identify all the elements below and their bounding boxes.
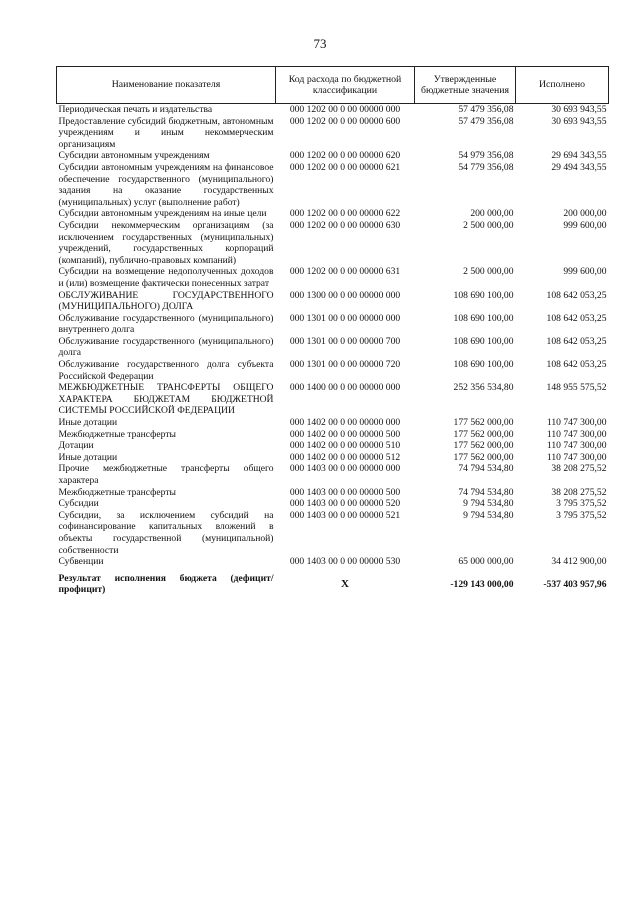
row-executed: 3 795 375,52 [556, 509, 607, 521]
row-approved: 108 690 100,00 [453, 312, 514, 324]
row-name: Обслуживание государственного (муниципального) долга [58, 335, 274, 359]
row-code: 000 1403 00 0 00 00000 530 [289, 556, 401, 568]
row-name: Субсидии автономным учреждениям на иные цели [58, 208, 267, 220]
row-executed: 30 693 943,55 [551, 104, 607, 115]
row-code: 000 1402 00 0 00 00000 512 [289, 451, 401, 463]
row-executed: 108 642 053,25 [546, 312, 607, 324]
row-name: Периодическая печать и издательства [58, 104, 213, 115]
row-name: Межбюджетные трансферты [58, 428, 176, 440]
row-code: 000 1403 00 0 00 00000 521 [289, 509, 401, 521]
table-row [57, 429, 609, 441]
row-name: Межбюджетные трансферты [58, 486, 176, 498]
table-row [57, 498, 609, 510]
row-executed: 108 642 053,25 [546, 335, 607, 347]
table-row [57, 487, 609, 499]
row-approved: 9 794 534,80 [463, 498, 514, 510]
table-row [57, 463, 609, 486]
row-name: Обслуживание государственного (муниципального) внутреннего долга [58, 312, 274, 336]
row-approved: 2 500 000,00 [463, 219, 514, 231]
row-code: 000 1202 00 0 00 00000 000 [289, 104, 401, 115]
row-executed: 34 412 900,00 [551, 556, 607, 568]
row-approved: 108 690 100,00 [453, 335, 514, 347]
row-approved: 9 794 534,80 [463, 509, 514, 521]
row-name: Прочие межбюджетные трансферты общего характера [58, 463, 274, 486]
row-approved: 54 779 356,08 [458, 161, 514, 173]
row-code: 000 1403 00 0 00 00000 000 [289, 463, 401, 475]
row-code: 000 1202 00 0 00 00000 621 [289, 161, 401, 173]
row-executed: 30 693 943,55 [551, 115, 607, 127]
row-approved: 2 500 000,00 [463, 266, 514, 278]
budget-table [56, 66, 609, 596]
row-name: Субсидии на возмещение недополученных доходов и (или) возмещение фактически понесенных затрат [58, 266, 274, 289]
row-executed: 108 642 053,25 [546, 359, 607, 371]
row-name: Иные дотации [58, 451, 118, 463]
row-name: Иные дотации [58, 417, 118, 429]
row-name: Субвенции [58, 556, 104, 568]
row-name: Субсидии некоммерческим организациям (за исключением государственных (муниципальных) учреждений, государственных корпораций (компаний), публично-правовых компаний) [58, 219, 274, 266]
row-executed: 38 208 275,52 [551, 486, 607, 498]
row-code: 000 1301 00 0 00 00000 000 [289, 312, 401, 324]
row-code: 000 1202 00 0 00 00000 600 [289, 115, 401, 127]
row-approved: 74 794 534,80 [458, 486, 514, 498]
table-row [57, 417, 609, 429]
page-number: 73 [313, 36, 327, 51]
table-row [57, 336, 609, 359]
table-row [57, 440, 609, 452]
row-executed: 110 747 300,00 [546, 440, 607, 452]
row-approved: 57 479 356,08 [458, 115, 514, 127]
result-name: Результат исполнения бюджета (дефицит/профицит) [58, 572, 274, 596]
table-row [57, 510, 609, 556]
row-code: 000 1403 00 0 00 00000 500 [289, 486, 401, 498]
row-code: 000 1402 00 0 00 00000 510 [289, 440, 401, 452]
row-approved: 108 690 100,00 [453, 289, 514, 301]
header-approved: Утвержденные бюджетные значения [415, 67, 516, 104]
row-code: 000 1403 00 0 00 00000 520 [289, 498, 401, 510]
row-approved: 108 690 100,00 [453, 359, 514, 371]
row-approved: 74 794 534,80 [458, 463, 514, 475]
header-code: Код расхода по бюджетной классификации [276, 67, 415, 104]
row-executed: 3 795 375,52 [556, 498, 607, 510]
header-name: Наименование показателя [57, 67, 276, 104]
row-name: Субсидии автономным учреждениям на финансовое обеспечение государственного (муниципального) задания на оказание государственных (муниципальных) услуг (выполнение работ) [58, 161, 274, 208]
header-executed: Исполнено [516, 67, 609, 104]
row-code: 000 1202 00 0 00 00000 631 [289, 266, 401, 278]
table-row [57, 208, 609, 220]
table-row [57, 290, 609, 313]
table-row [57, 220, 609, 266]
table-row [57, 162, 609, 208]
row-name: Субсидии автономным учреждениям [58, 150, 210, 162]
row-approved: 252 356 534,80 [453, 382, 514, 394]
row-name: Обслуживание государственного долга субъекта Российской Федерации [58, 359, 274, 382]
result-executed: -537 403 957,96 [543, 578, 607, 590]
table-row [57, 104, 609, 116]
table-row [57, 382, 609, 417]
row-executed: 29 694 343,55 [551, 150, 607, 162]
row-approved: 57 479 356,08 [458, 104, 514, 115]
row-executed: 29 494 343,55 [551, 161, 607, 173]
row-approved: 54 979 356,08 [458, 150, 514, 162]
row-name: Субсидии [58, 498, 99, 510]
row-name: ОБСЛУЖИВАНИЕ ГОСУДАРСТВЕННОГО (МУНИЦИПАЛЬНОГО) ДОЛГА [58, 289, 274, 313]
table-row [57, 266, 609, 289]
row-executed: 110 747 300,00 [546, 417, 607, 429]
row-code: 000 1402 00 0 00 00000 000 [289, 417, 401, 429]
row-name: МЕЖБЮДЖЕТНЫЕ ТРАНСФЕРТЫ ОБЩЕГО ХАРАКТЕРА БЮДЖЕТАМ БЮДЖЕТНОЙ СИСТЕМЫ РОССИЙСКОЙ ФЕДЕРАЦИИ [58, 382, 274, 417]
result-row [57, 568, 609, 596]
row-name: Дотации [58, 440, 94, 452]
row-code: 000 1402 00 0 00 00000 500 [289, 428, 401, 440]
row-approved: 177 562 000,00 [453, 451, 514, 463]
table-row [57, 313, 609, 336]
row-executed: 110 747 300,00 [546, 451, 607, 463]
table-header-row [57, 67, 609, 104]
table-row [57, 556, 609, 568]
table-row [57, 116, 609, 151]
row-code: 000 1202 00 0 00 00000 630 [289, 219, 401, 231]
row-code: 000 1202 00 0 00 00000 622 [289, 208, 401, 220]
row-approved: 200 000,00 [470, 208, 514, 220]
row-code: 000 1301 00 0 00 00000 720 [289, 359, 401, 371]
row-executed: 999 600,00 [563, 219, 607, 231]
row-approved: 65 000 000,00 [458, 556, 514, 568]
table-row [57, 452, 609, 464]
row-name: Субсидии, за исключением субсидий на софинансирование капитальных вложений в объекты государственной (муниципальной) собственности [58, 509, 274, 556]
table-body [57, 104, 609, 596]
row-executed: 108 642 053,25 [546, 289, 607, 301]
row-executed: 148 955 575,52 [546, 382, 607, 394]
result-approved: -129 143 000,00 [450, 578, 514, 590]
row-code: 000 1300 00 0 00 00000 000 [289, 289, 401, 301]
row-name: Предоставление субсидий бюджетным, автономным учреждениям и иным некоммерческим организациям [58, 115, 274, 150]
table-row [57, 150, 609, 162]
row-approved: 177 562 000,00 [453, 428, 514, 440]
row-executed: 38 208 275,52 [551, 463, 607, 475]
row-executed: 999 600,00 [563, 266, 607, 278]
row-executed: 110 747 300,00 [546, 428, 607, 440]
row-code: 000 1202 00 0 00 00000 620 [289, 150, 401, 162]
table-row [57, 359, 609, 382]
row-executed: 200 000,00 [563, 208, 607, 220]
row-approved: 177 562 000,00 [453, 417, 514, 429]
row-code: 000 1301 00 0 00 00000 700 [289, 335, 401, 347]
result-code: X [341, 577, 349, 590]
row-code: 000 1400 00 0 00 00000 000 [289, 382, 401, 394]
row-approved: 177 562 000,00 [453, 440, 514, 452]
